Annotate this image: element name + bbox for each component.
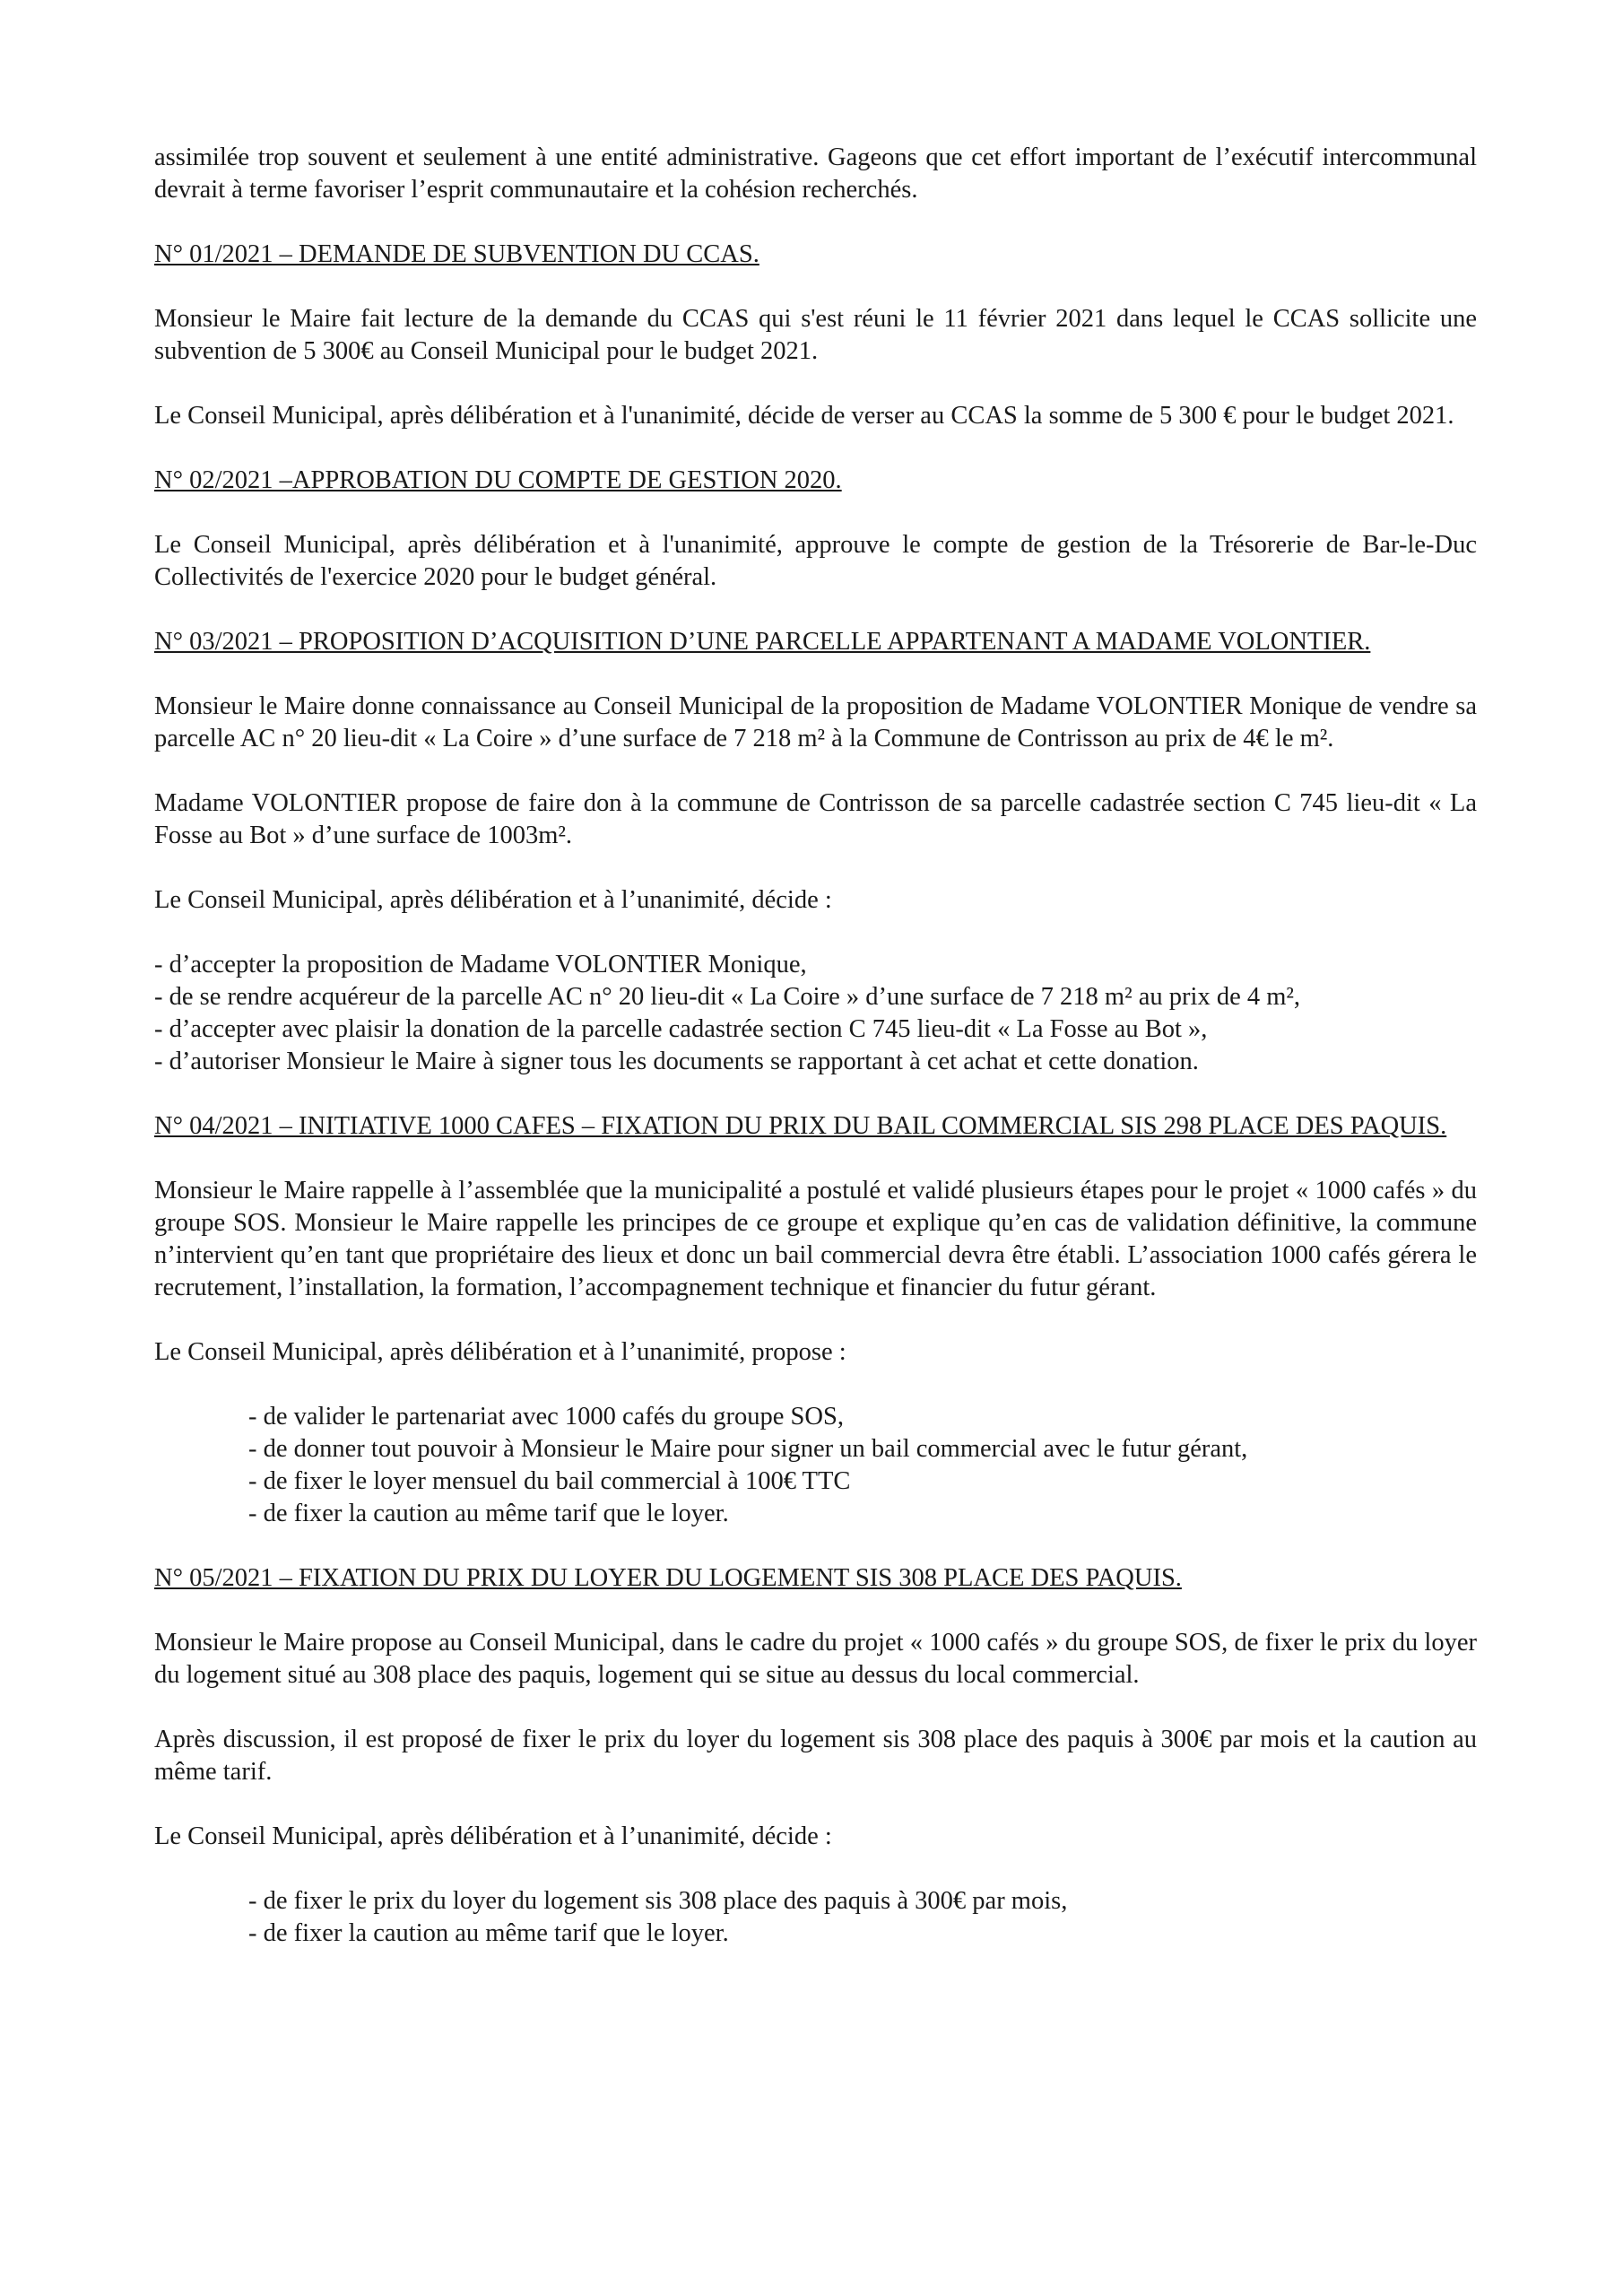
section-03-paragraph-3: Le Conseil Municipal, après délibération et à l’unanimité, décide : — [154, 886, 832, 914]
list-item: - d’accepter avec plaisir la donation de la parcelle cadastrée section C 745 lieu-dit « La Fosse au Bot », — [154, 1015, 1208, 1043]
section-heading-02: N° 02/2021 –APPROBATION DU COMPTE DE GESTION 2020. — [154, 466, 842, 494]
section-heading-05: N° 05/2021 – FIXATION DU PRIX DU LOYER DU LOGEMENT SIS 308 PLACE DES PAQUIS. — [154, 1564, 1182, 1592]
section-03-paragraph-2: Madame VOLONTIER propose de faire don à la commune de Contrisson de sa parcelle cadastrée section C 745 lieu-dit « La Fosse au Bot » d’une surface de 1003m². — [154, 789, 1477, 849]
section-05-paragraph-3: Le Conseil Municipal, après délibération et à l’unanimité, décide : — [154, 1822, 832, 1850]
list-item: - de fixer la caution au même tarif que le loyer. — [248, 1919, 729, 1947]
section-04-paragraph-2: Le Conseil Municipal, après délibération et à l’unanimité, propose : — [154, 1338, 846, 1366]
intro-paragraph: assimilée trop souvent et seulement à une entité administrative. Gageons que cet effort important de l’exécutif intercommunal devrait à terme favoriser l’esprit communautaire et la cohésion recherchés. — [154, 144, 1477, 204]
list-item: - de fixer le loyer mensuel du bail commercial à 100€ TTC — [248, 1467, 851, 1495]
section-05-decision-list — [154, 1885, 1477, 1950]
section-01-paragraph-2: Le Conseil Municipal, après délibération et à l'unanimité, décide de verser au CCAS la somme de 5 300 € pour le budget 2021. — [154, 402, 1454, 430]
list-item: - de fixer la caution au même tarif que le loyer. — [248, 1500, 729, 1527]
section-04-decision-list — [154, 1401, 1477, 1530]
list-item: - d’accepter la proposition de Madame VOLONTIER Monique, — [154, 951, 807, 978]
list-item: - de fixer le prix du loyer du logement sis 308 place des paquis à 300€ par mois, — [248, 1887, 1068, 1915]
section-05-paragraph-1: Monsieur le Maire propose au Conseil Municipal, dans le cadre du projet « 1000 cafés » du groupe SOS, de fixer le prix du loyer du logement situé au 308 place des paquis, logement qui se situe au dessus du local commercial. — [154, 1629, 1477, 1689]
section-04-paragraph-1: Monsieur le Maire rappelle à l’assemblée que la municipalité a postulé et validé plusieurs étapes pour le projet « 1000 cafés » du groupe SOS. Monsieur le Maire rappelle les principes de ce groupe et explique qu’en cas de validation définitive, la commune n’intervient qu’en tant que propriétaire des lieux et donc un bail commercial devra être établi. L’association 1000 cafés gérera le recrutement, l’installation, la formation, l’accompagnement technique et financier du futur gérant. — [154, 1177, 1477, 1301]
list-item: - de se rendre acquéreur de la parcelle AC n° 20 lieu-dit « La Coire » d’une surface de 7 218 m² au prix de 4 m², — [154, 983, 1301, 1011]
section-heading-01: N° 01/2021 – DEMANDE DE SUBVENTION DU CCAS. — [154, 240, 759, 268]
section-02-paragraph-1: Le Conseil Municipal, après délibération et à l'unanimité, approuve le compte de gestion de la Trésorerie de Bar-le-Duc Collectivités de l'exercice 2020 pour le budget général. — [154, 531, 1477, 591]
list-item: - de donner tout pouvoir à Monsieur le Maire pour signer un bail commercial avec le futur gérant, — [248, 1435, 1248, 1463]
section-heading-04: N° 04/2021 – INITIATIVE 1000 CAFES – FIXATION DU PRIX DU BAIL COMMERCIAL SIS 298 PLACE DES PAQUIS. — [154, 1112, 1447, 1140]
section-03-decision-list — [154, 949, 1477, 1078]
list-item: - d’autoriser Monsieur le Maire à signer tous les documents se rapportant à cet achat et cette donation. — [154, 1048, 1199, 1075]
section-05-paragraph-2: Après discussion, il est proposé de fixer le prix du loyer du logement sis 308 place des paquis à 300€ par mois et la caution au même tarif. — [154, 1726, 1477, 1786]
section-heading-03: N° 03/2021 – PROPOSITION D’ACQUISITION D’UNE PARCELLE APPARTENANT A MADAME VOLONTIER. — [154, 628, 1371, 656]
list-item: - de valider le partenariat avec 1000 cafés du groupe SOS, — [248, 1403, 844, 1431]
document-page — [154, 142, 1477, 1950]
section-03-paragraph-1: Monsieur le Maire donne connaissance au Conseil Municipal de la proposition de Madame VOLONTIER Monique de vendre sa parcelle AC n° 20 lieu-dit « La Coire » d’une surface de 7 218 m² à la Commune de Contrisson au prix de 4€ le m². — [154, 692, 1477, 752]
section-01-paragraph-1: Monsieur le Maire fait lecture de la demande du CCAS qui s'est réuni le 11 février 2021 dans lequel le CCAS sollicite une subvention de 5 300€ au Conseil Municipal pour le budget 2021. — [154, 305, 1477, 365]
